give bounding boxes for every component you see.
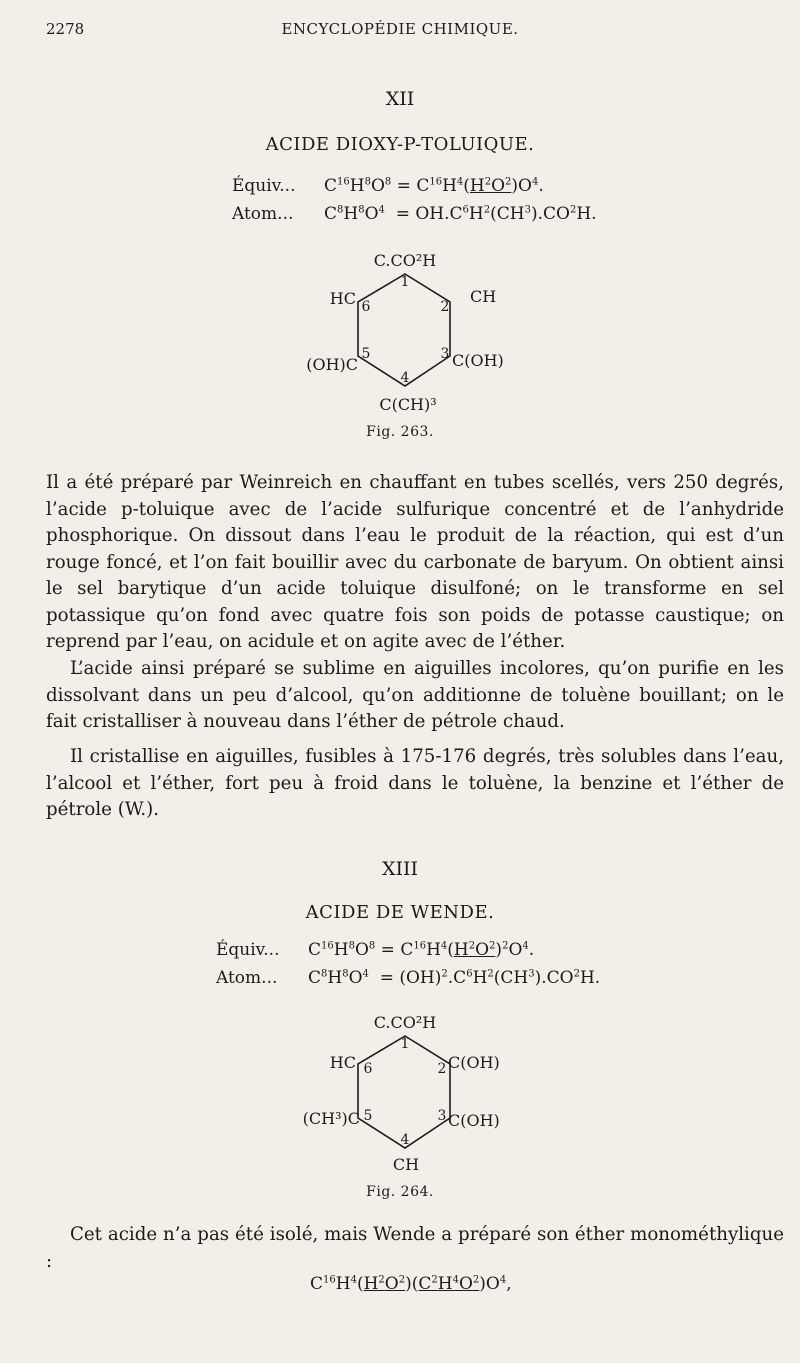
paragraph: Il cristallise en aiguilles, fusibles à 175-176 degrés, très solubles dans l’eau, l’alcool et l’éther, fort peu à froid dans le toluène, la benzine et l’éther de pétrole (W.). bbox=[46, 746, 784, 820]
section-title: ACIDE DE WENDE. bbox=[305, 902, 495, 923]
formula-label: Équiv... bbox=[232, 176, 296, 196]
benzene-ring-diagram bbox=[280, 240, 540, 420]
paragraph: L’acide ainsi préparé se sublime en aiguilles incolores, qu’on purifie en les dissolvant dans un peu d’alcool, qu’on additionne de toluène bouillant; on le fait cristalliser à nouveau dans l’éther de pétrole chaud. bbox=[46, 658, 784, 732]
paragraph: Cet acide n’a pas été isolé, mais Wende a préparé son éther monométhylique : bbox=[46, 1224, 784, 1272]
formula-label: Équiv... bbox=[216, 940, 280, 960]
page-number: 2278 bbox=[46, 20, 85, 38]
top-substituent: C.CO²H bbox=[373, 251, 437, 270]
bottom-substituent: CH bbox=[392, 1155, 420, 1174]
top-substituent: C.CO²H bbox=[373, 1013, 437, 1032]
right-bottom-group: C(OH) bbox=[452, 351, 504, 370]
right-bottom-group: C(OH) bbox=[448, 1111, 500, 1130]
left-bottom-group: (OH)C bbox=[306, 355, 358, 374]
bottom-substituent: C(CH)³ bbox=[379, 395, 437, 414]
formula-label: Atom... bbox=[216, 968, 278, 988]
position-4: 4 bbox=[400, 370, 410, 386]
position-1: 1 bbox=[400, 274, 410, 290]
section-number: XII bbox=[385, 88, 415, 110]
position-1: 1 bbox=[400, 1036, 410, 1052]
formula-atom bbox=[216, 968, 600, 988]
position-5: 5 bbox=[363, 1108, 373, 1124]
position-5: 5 bbox=[361, 346, 371, 362]
section-number: XIII bbox=[381, 858, 419, 880]
formula-equiv bbox=[216, 940, 534, 960]
position-6: 6 bbox=[361, 299, 371, 315]
formula-atom bbox=[232, 204, 597, 224]
left-bottom-group: (CH³)C bbox=[302, 1109, 360, 1128]
running-title: ENCYCLOPÉDIE CHIMIQUE. bbox=[281, 20, 519, 38]
position-2: 2 bbox=[440, 299, 450, 315]
position-6: 6 bbox=[363, 1061, 373, 1077]
position-3: 3 bbox=[437, 1108, 447, 1124]
figure-caption: Fig. 263. bbox=[366, 424, 434, 440]
formula-text: $C^8H^8O^4 = (OH)^2.C^6H^2(CH^3).CO^2H$. bbox=[308, 968, 601, 988]
formula-text: $C^{16}H^8O^8 = C^{16}H^4(H^2O^2)^2O^4$. bbox=[308, 940, 535, 960]
benzene-ring-diagram bbox=[280, 1002, 540, 1182]
paragraph: Il a été préparé par Weinreich en chauffant en tubes scellés, vers 250 degrés, l’acide p-toluique avec de l’acide sulfurique concentré et de l’anhydride phosphorique. On dissout dans l’eau le produit de la réaction, qui est d’un rouge foncé, et l’on fait bouillir avec du carbonate de baryum. On obtient ainsi le sel barytique d’un acide toluique disulfoné; on le transforme en sel potassique qu’on fond avec quatre fois son poids de potasse caustique; on reprend par l’eau, on acidule et on agite avec de l’éther. bbox=[46, 472, 784, 652]
left-top-group: HC bbox=[329, 1053, 356, 1072]
section-title: ACIDE DIOXY-P-TOLUIQUE. bbox=[265, 134, 535, 155]
position-4: 4 bbox=[400, 1132, 410, 1148]
formula-label: Atom... bbox=[232, 204, 294, 224]
formula-text: $C^{16}H^8O^8 = C^{16}H^4(H^2O^2)O^4$. bbox=[324, 176, 544, 196]
ether-formula: $C^{16}H^4(H^2O^2)(C^2H^4O^2)O^4$, bbox=[310, 1274, 512, 1294]
formula-equiv bbox=[232, 176, 544, 196]
right-top-group: CH bbox=[470, 287, 497, 306]
position-2: 2 bbox=[437, 1061, 447, 1077]
right-top-group: C(OH) bbox=[448, 1053, 500, 1072]
left-top-group: HC bbox=[329, 289, 356, 308]
figure-caption: Fig. 264. bbox=[366, 1184, 434, 1200]
position-3: 3 bbox=[440, 346, 450, 362]
formula-text: $C^8H^8O^4 = OH.C^6H^2(CH^3).CO^2H$. bbox=[324, 204, 597, 224]
